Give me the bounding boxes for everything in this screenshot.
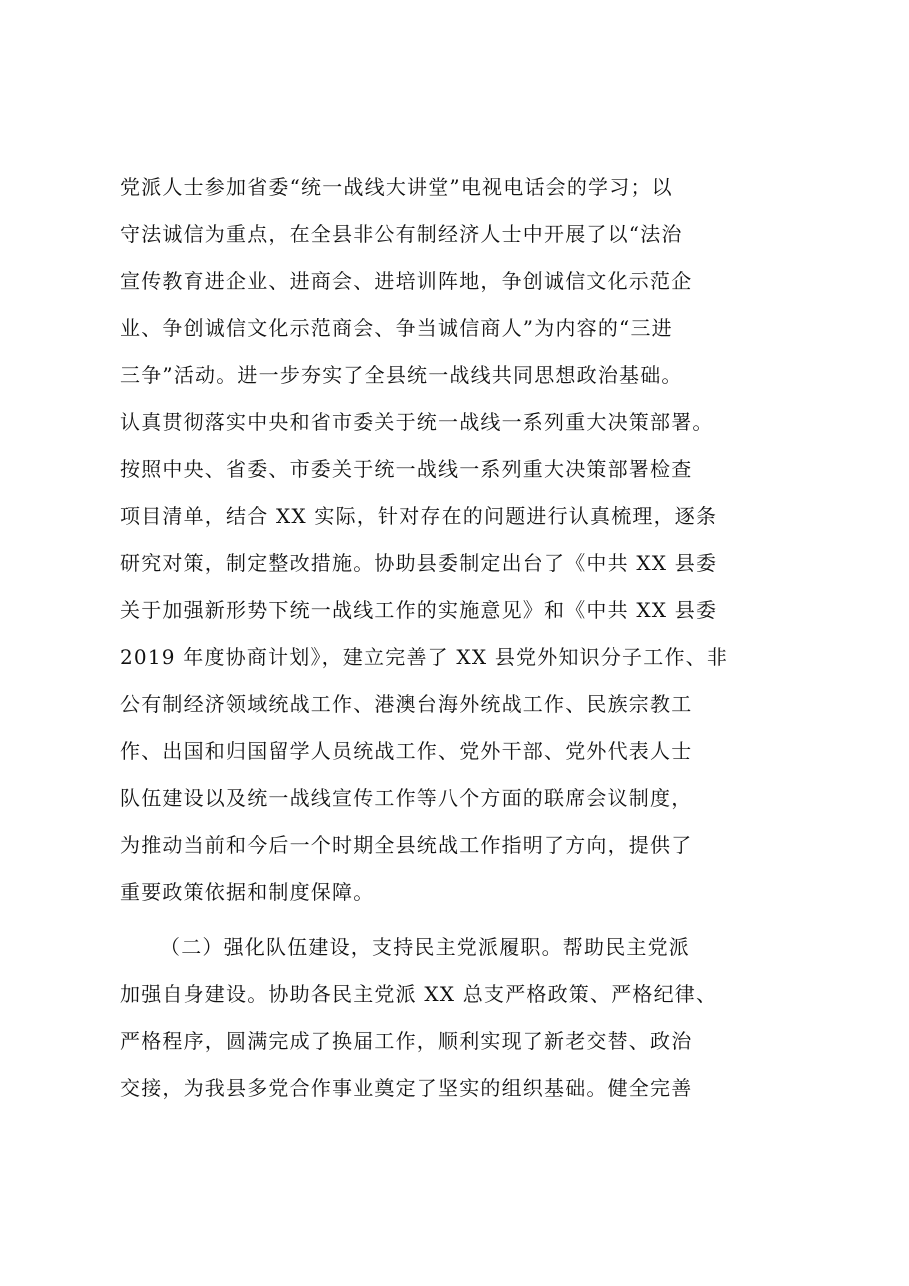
paragraph-line: 关于加强新形势下统一战线工作的实施意见》和《中共 XX 县委: [120, 598, 718, 622]
paragraph-line: 加强自身建设。协助各民主党派 XX 总支严格政策、严格纪律、: [120, 982, 718, 1006]
paragraph-line: 项目清单，结合 XX 实际，针对存在的问题进行认真梳理，逐条: [120, 504, 718, 528]
paragraph-line: 认真贯彻落实中央和省市委关于统一战线一系列重大决策部署。: [120, 410, 714, 434]
paragraph-line: 研究对策，制定整改措施。协助县委制定出台了《中共 XX 县委: [120, 551, 718, 575]
paragraph-line: 重要政策依据和制度保障。: [120, 880, 375, 904]
paragraph-line: 交接，为我县多党合作事业奠定了坚实的组织基础。健全完善: [120, 1076, 693, 1100]
paragraph-2: [120, 924, 820, 1112]
paragraph-line: 党派人士参加省委“统一战线大讲堂”电视电话会的学习；以: [120, 175, 673, 199]
paragraph-line: 守法诚信为重点，在全县非公有制经济人士中开展了以“法治: [120, 222, 683, 246]
paragraph-line: （二）强化队伍建设，支持民主党派履职。帮助民主党派: [160, 935, 690, 959]
paragraph-line: 按照中央、省委、市委关于统一战线一系列重大决策部署检查: [120, 457, 693, 481]
paragraph-1: [120, 164, 820, 916]
paragraph-line: 严格程序，圆满完成了换届工作，顺利实现了新老交替、政治: [120, 1029, 693, 1053]
paragraph-line: 业、争创诚信文化示范商会、争当诚信商人”为内容的“三进: [120, 316, 673, 340]
paragraph-line: 为推动当前和今后一个时期全县统战工作指明了方向，提供了: [120, 833, 693, 857]
paragraph-line: 2019 年度协商计划》，建立完善了 XX 县党外知识分子工作、非: [120, 645, 729, 669]
paragraph-line: 三争”活动。进一步夯实了全县统一战线共同思想政治基础。: [120, 363, 683, 387]
document-body: [120, 164, 820, 1112]
paragraph-line: 宣传教育进企业、进商会、进培训阵地，争创诚信文化示范企: [120, 269, 693, 293]
paragraph-gap: [120, 916, 820, 924]
paragraph-line: 公有制经济领域统战工作、港澳台海外统战工作、民族宗教工: [120, 692, 693, 716]
paragraph-line: 队伍建设以及统一战线宣传工作等八个方面的联席会议制度，: [120, 786, 693, 810]
paragraph-line: 作、出国和归国留学人员统战工作、党外干部、党外代表人士: [120, 739, 693, 763]
